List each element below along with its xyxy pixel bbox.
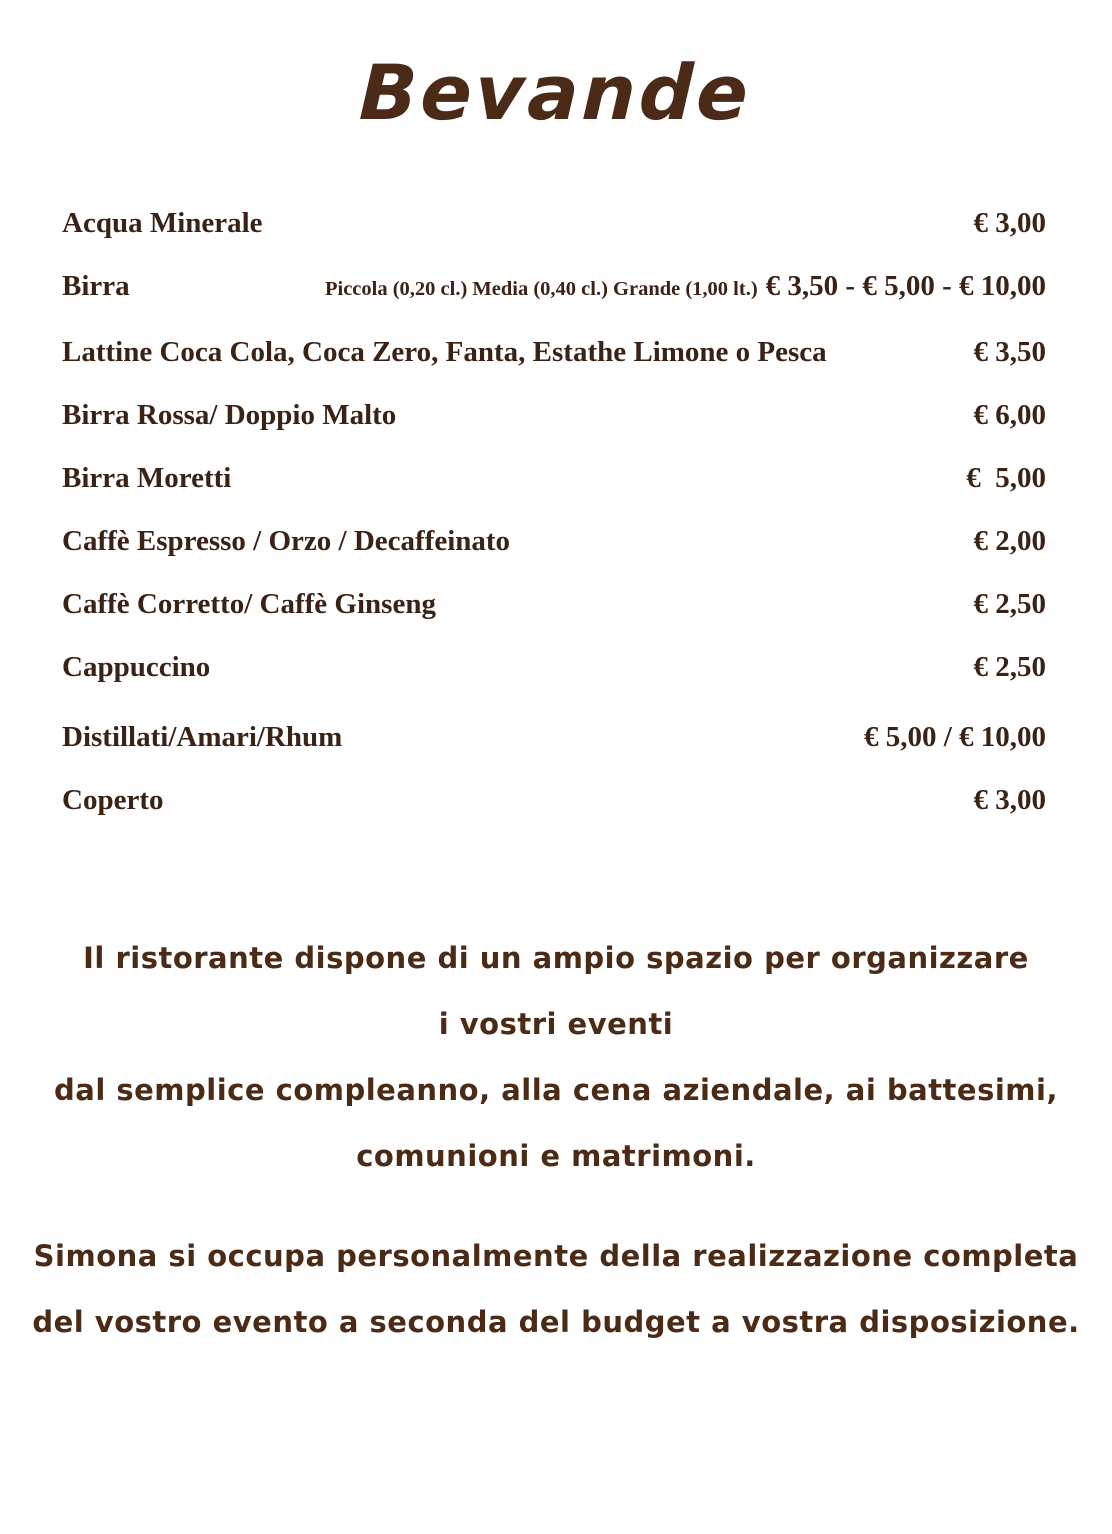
menu-item-name: Caffè Corretto/ Caffè Ginseng: [62, 588, 436, 620]
events-info-line: i vostri eventi: [438, 1007, 674, 1041]
menu-item-price: € 6,00: [973, 399, 1046, 431]
menu-item-name: Coperto: [62, 784, 164, 816]
menu-item-row: [62, 723, 1046, 752]
menu-item-row: [62, 590, 1046, 619]
events-info-line: comunioni e matrimoni.: [356, 1139, 756, 1173]
menu-item-price: € 2,50: [973, 651, 1046, 683]
menu-item-price: € 2,00: [973, 525, 1046, 557]
menu-item-row: [62, 464, 1046, 493]
menu-item-name: Birra Moretti: [62, 462, 232, 494]
menu-item-row: [62, 338, 1046, 367]
menu-item-name: Acqua Minerale: [62, 207, 263, 239]
menu-item-row: [62, 401, 1046, 430]
menu-item-price: € 5,00: [966, 462, 1046, 494]
menu-item-row: [62, 786, 1046, 815]
menu-item-row: [62, 272, 1046, 304]
menu-item-name: Birra Rossa/ Doppio Malto: [62, 399, 397, 431]
menu-item-price: € 2,50: [973, 588, 1046, 620]
menu-item-price: € 3,00: [973, 207, 1046, 239]
events-info-line: Simona si occupa personalmente della realizzazione completa: [33, 1239, 1079, 1273]
menu-item-name: Cappuccino: [62, 651, 211, 683]
events-info-block: [0, 943, 1112, 1337]
page-title: Bevande: [357, 48, 753, 137]
menu-item-row: [62, 527, 1046, 556]
menu-item-price: € 3,00: [973, 784, 1046, 816]
menu-item-name: Lattine Coca Cola, Coca Zero, Fanta, Estathe Limone o Pesca: [62, 336, 827, 368]
menu-item-row: [62, 653, 1046, 682]
menu-item-name: Caffè Espresso / Orzo / Decaffeinato: [62, 525, 511, 557]
menu-item-name: Birra: [62, 270, 130, 302]
menu-item-price: € 3,50: [973, 336, 1046, 368]
events-info-line: dal semplice compleanno, alla cena aziendale, ai battesimi,: [54, 1073, 1058, 1107]
menu-item-name: Distillati/Amari/Rhum: [62, 721, 343, 753]
events-info-line: del vostro evento a seconda del budget a vostra disposizione.: [32, 1305, 1080, 1339]
events-info-line: Il ristorante dispone di un ampio spazio per organizzare: [83, 941, 1029, 975]
menu-item-row: [62, 209, 1046, 238]
menu-item-price: € 3,50 - € 5,00 - € 10,00: [765, 270, 1046, 302]
menu-item-size-detail: Piccola (0,20 cl.) Media (0,40 cl.) Grande (1,00 lt.): [324, 278, 758, 300]
menu-item-price: € 5,00 / € 10,00: [863, 721, 1046, 753]
beverage-menu-list: [0, 209, 1112, 815]
